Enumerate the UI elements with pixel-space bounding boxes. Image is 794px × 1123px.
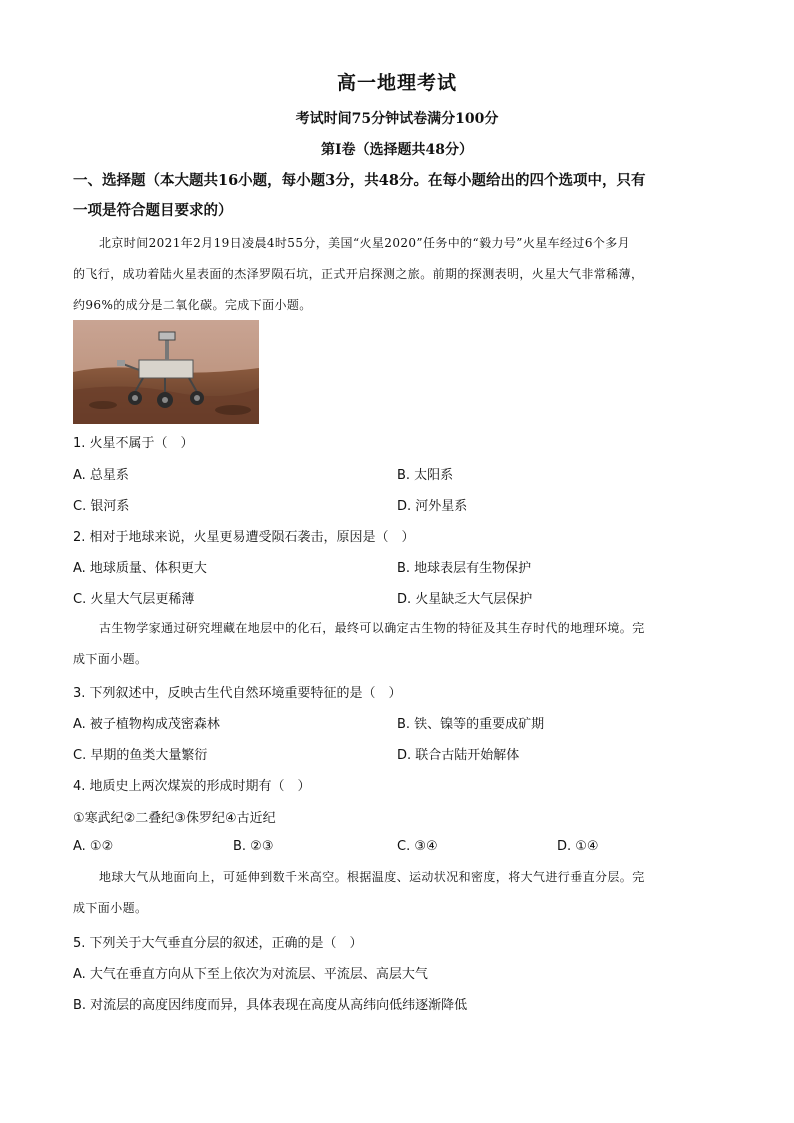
q1-option-d: D. 河外星系 xyxy=(397,499,468,514)
q4-option-b: B. ②③ xyxy=(233,839,274,854)
page-title: 高一地理考试 xyxy=(336,72,457,94)
q2-option-d: D. 火星缺乏大气层保护 xyxy=(397,592,533,607)
mars-rover-image xyxy=(73,320,259,424)
exam-info: 考试时间75分钟试卷满分100分 xyxy=(295,111,499,127)
q1-option-a: A. 总星系 xyxy=(73,468,129,483)
q3-option-b: B. 铁、镍等的重要成矿期 xyxy=(397,717,545,732)
passage-line: 古生物学家通过研究埋藏在地层中的化石，最终可以确定古生物的特征及其生存时代的地理环境。完 xyxy=(99,621,645,635)
section-heading-line: 一、选择题（本大题共16小题，每小题3分，共48分。在每小题给出的四个选项中，只有 xyxy=(73,172,646,189)
q3-option-d: D. 联合古陆开始解体 xyxy=(397,748,520,763)
q5-option-b: B. 对流层的高度因纬度而异，具体表现在高度从高纬向低纬逐渐降低 xyxy=(73,998,468,1013)
passage-line: 成下面小题。 xyxy=(73,901,148,915)
q4-option-a: A. ①② xyxy=(73,839,114,854)
question-2-stem: 2. 相对于地球来说，火星更易遭受陨石袭击，原因是（ ） xyxy=(73,530,415,545)
passage-line: 成下面小题。 xyxy=(73,652,148,666)
passage-fossils xyxy=(73,613,723,675)
question-3-stem: 3. 下列叙述中，反映古生代自然环境重要特征的是（ ） xyxy=(73,686,402,701)
q5-option-a: A. 大气在垂直方向从下至上依次为对流层、平流层、高层大气 xyxy=(73,967,428,982)
section-heading xyxy=(73,166,733,226)
q3-option-c: C. 早期的鱼类大量繁衍 xyxy=(73,748,208,763)
passage-line: 北京时间2021年2月19日凌晨4时55分，美国“火星2020”任务中的“毅力号”火星车经过6个多月 xyxy=(99,236,631,250)
passage-mars xyxy=(73,228,723,321)
passage-line: 的飞行，成功着陆火星表面的杰泽罗陨石坑，正式开启探测之旅。前期的探测表明，火星大气非常稀薄， xyxy=(73,267,644,281)
q3-option-a: A. 被子植物构成茂密森林 xyxy=(73,717,220,732)
q2-option-a: A. 地球质量、体积更大 xyxy=(73,561,207,576)
passage-line: 地球大气从地面向上，可延伸到数千米高空。根据温度、运动状况和密度，将大气进行垂直分层。完 xyxy=(99,870,645,884)
section-heading-line: 一项是符合题目要求的） xyxy=(73,202,233,219)
q4-option-d: D. ①④ xyxy=(557,839,599,854)
q1-option-c: C. 银河系 xyxy=(73,499,130,514)
q1-option-b: B. 太阳系 xyxy=(397,468,454,483)
q2-option-b: B. 地球表层有生物保护 xyxy=(397,561,532,576)
question-4-stem: 4. 地质史上两次煤炭的形成时期有（ ） xyxy=(73,779,311,794)
q4-items: ①寒武纪②二叠纪③侏罗纪④古近纪 xyxy=(73,811,276,826)
passage-line: 约96%的成分是二氧化碳。完成下面小题。 xyxy=(73,298,312,312)
volume-heading: 第Ⅰ卷（选择题共48分） xyxy=(320,142,474,158)
q2-option-c: C. 火星大气层更稀薄 xyxy=(73,592,195,607)
question-5-stem: 5. 下列关于大气垂直分层的叙述，正确的是（ ） xyxy=(73,936,363,951)
passage-atmosphere xyxy=(73,862,723,924)
q4-option-c: C. ③④ xyxy=(397,839,438,854)
question-1-stem: 1. 火星不属于（ ） xyxy=(73,436,194,451)
